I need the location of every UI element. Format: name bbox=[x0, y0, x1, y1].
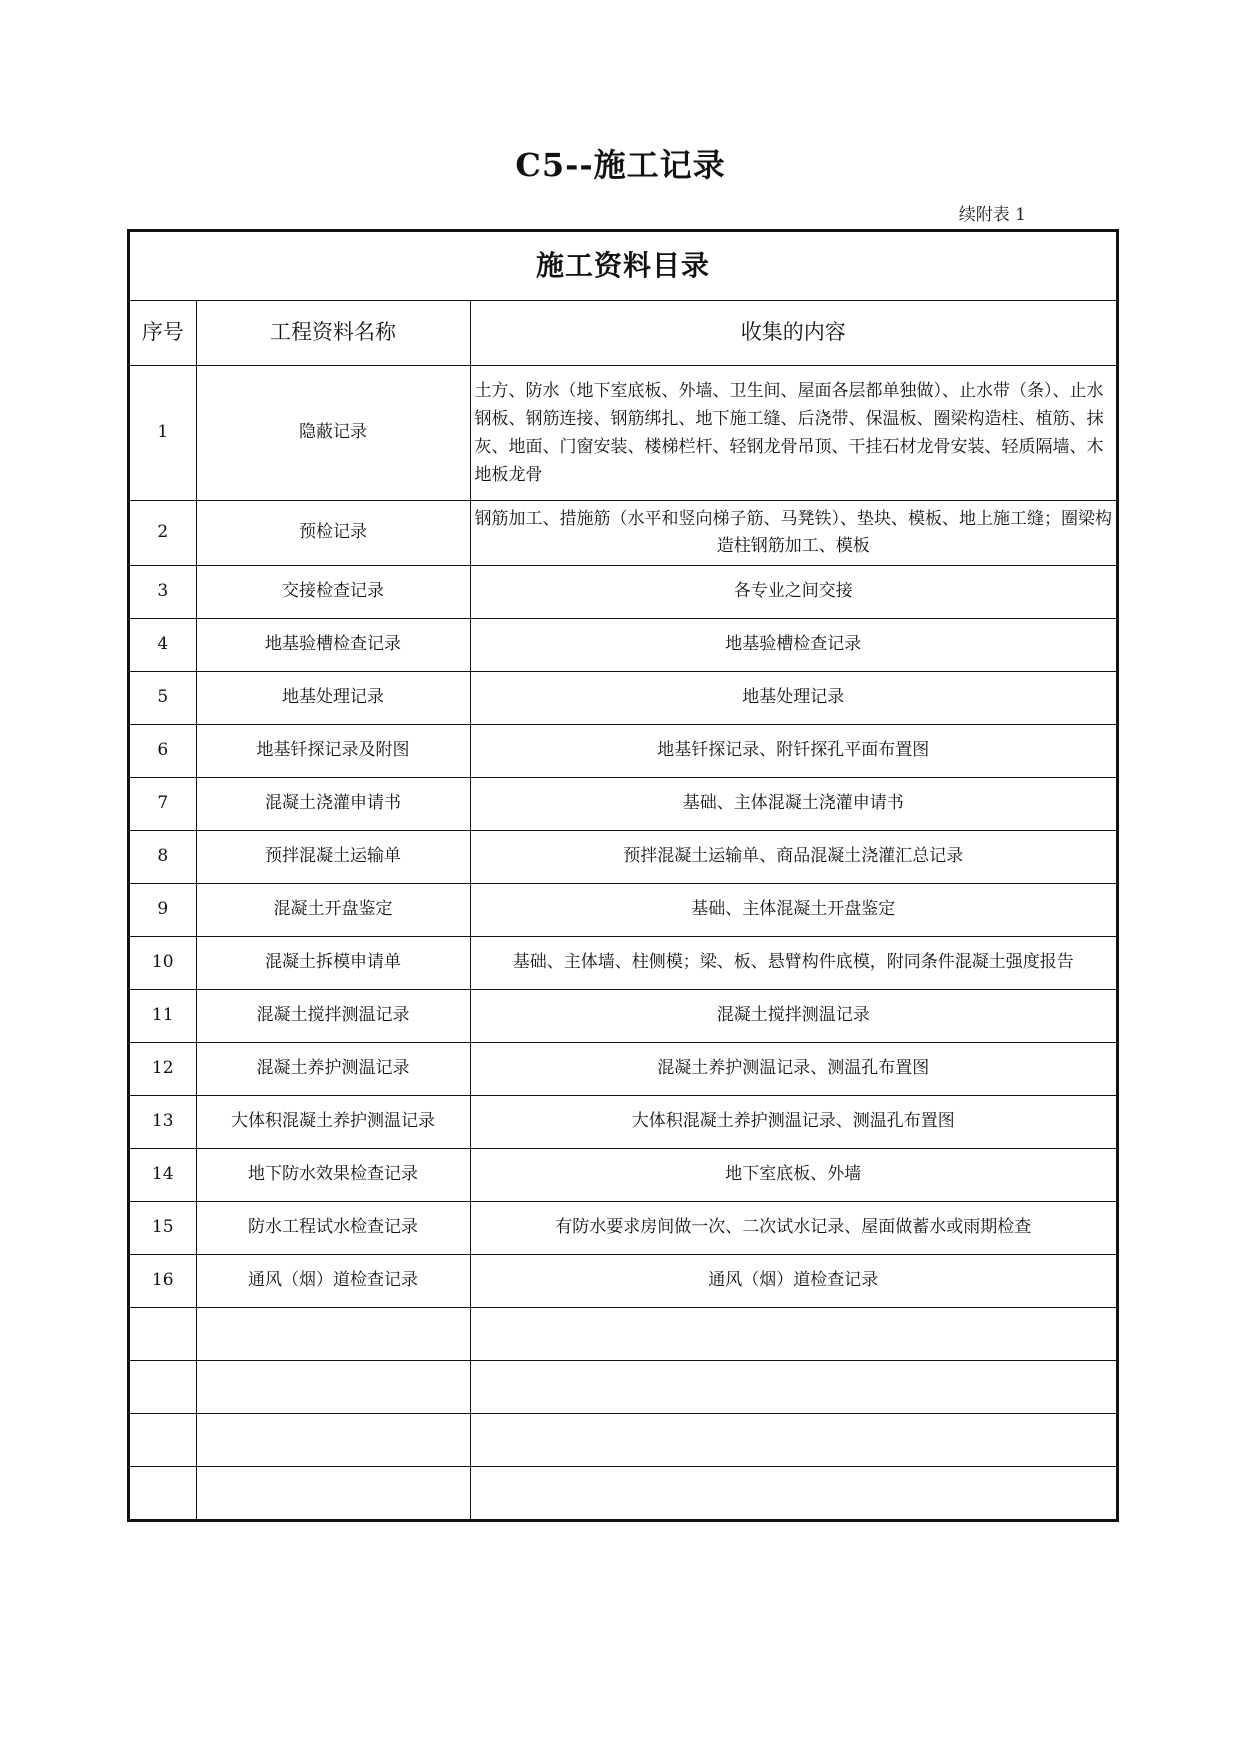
page-title: C5--施工记录 bbox=[515, 146, 726, 184]
row-index: 14 bbox=[130, 1149, 196, 1202]
row-index: 9 bbox=[130, 884, 196, 937]
row-name: 地基验槽检查记录 bbox=[196, 619, 470, 672]
table-row-empty bbox=[130, 1308, 1116, 1361]
row-name: 混凝土浇灌申请书 bbox=[196, 778, 470, 831]
row-content: 混凝土搅拌测温记录 bbox=[470, 990, 1116, 1043]
row-name: 预检记录 bbox=[196, 501, 470, 566]
row-content: 通风（烟）道检查记录 bbox=[470, 1255, 1116, 1308]
table-row bbox=[130, 1255, 1116, 1308]
row-index: 11 bbox=[130, 990, 196, 1043]
row-name: 地下防水效果检查记录 bbox=[196, 1149, 470, 1202]
appendix-label: 续附表 1 bbox=[958, 205, 1026, 225]
row-content: 地基处理记录 bbox=[470, 672, 1116, 725]
row-name: 交接检查记录 bbox=[196, 566, 470, 619]
row-index: 15 bbox=[130, 1202, 196, 1255]
table-row bbox=[130, 1043, 1116, 1096]
row-content bbox=[470, 1361, 1116, 1414]
row-content: 钢筋加工、措施筋（水平和竖向梯子筋、马凳铁）、垫块、模板、地上施工缝；圈梁构造柱钢筋加工、模板 bbox=[470, 501, 1116, 566]
row-index: 7 bbox=[130, 778, 196, 831]
row-index bbox=[130, 1414, 196, 1467]
row-content: 预拌混凝土运输单、商品混凝土浇灌汇总记录 bbox=[470, 831, 1116, 884]
row-index bbox=[130, 1467, 196, 1520]
header-index: 序号 bbox=[130, 301, 196, 366]
row-index: 13 bbox=[130, 1096, 196, 1149]
row-content: 大体积混凝土养护测温记录、测温孔布置图 bbox=[470, 1096, 1116, 1149]
row-content bbox=[470, 1467, 1116, 1520]
table-row-empty bbox=[130, 1361, 1116, 1414]
row-name: 混凝土养护测温记录 bbox=[196, 1043, 470, 1096]
row-index: 6 bbox=[130, 725, 196, 778]
row-index: 2 bbox=[130, 501, 196, 566]
row-index: 12 bbox=[130, 1043, 196, 1096]
row-content: 各专业之间交接 bbox=[470, 566, 1116, 619]
records-table-frame bbox=[127, 229, 1119, 1522]
table-caption-row bbox=[130, 232, 1116, 301]
table-row bbox=[130, 990, 1116, 1043]
row-index: 4 bbox=[130, 619, 196, 672]
row-name: 预拌混凝土运输单 bbox=[196, 831, 470, 884]
row-content: 混凝土养护测温记录、测温孔布置图 bbox=[470, 1043, 1116, 1096]
table-row bbox=[130, 566, 1116, 619]
row-content: 基础、主体混凝土浇灌申请书 bbox=[470, 778, 1116, 831]
row-name bbox=[196, 1308, 470, 1361]
row-content bbox=[470, 1414, 1116, 1467]
row-index: 1 bbox=[130, 366, 196, 501]
header-content: 收集的内容 bbox=[470, 301, 1116, 366]
row-name: 防水工程试水检查记录 bbox=[196, 1202, 470, 1255]
table-row-empty bbox=[130, 1467, 1116, 1520]
table-row bbox=[130, 937, 1116, 990]
table-row bbox=[130, 778, 1116, 831]
row-name: 地基钎探记录及附图 bbox=[196, 725, 470, 778]
table-row bbox=[130, 619, 1116, 672]
table-row bbox=[130, 831, 1116, 884]
table-row bbox=[130, 1202, 1116, 1255]
row-name: 通风（烟）道检查记录 bbox=[196, 1255, 470, 1308]
row-name: 隐蔽记录 bbox=[196, 366, 470, 501]
row-content bbox=[470, 1308, 1116, 1361]
row-name: 大体积混凝土养护测温记录 bbox=[196, 1096, 470, 1149]
table-row bbox=[130, 725, 1116, 778]
row-name: 混凝土拆模申请单 bbox=[196, 937, 470, 990]
row-name bbox=[196, 1414, 470, 1467]
row-index: 10 bbox=[130, 937, 196, 990]
row-index: 16 bbox=[130, 1255, 196, 1308]
row-name bbox=[196, 1361, 470, 1414]
row-content: 基础、主体混凝土开盘鉴定 bbox=[470, 884, 1116, 937]
row-content: 地基验槽检查记录 bbox=[470, 619, 1116, 672]
table-row bbox=[130, 366, 1116, 501]
table-header-row bbox=[130, 301, 1116, 366]
records-table bbox=[130, 232, 1116, 1519]
table-row bbox=[130, 884, 1116, 937]
row-index: 8 bbox=[130, 831, 196, 884]
table-row bbox=[130, 1149, 1116, 1202]
row-index: 5 bbox=[130, 672, 196, 725]
row-content: 基础、主体墙、柱侧模；梁、板、悬臂构件底模，附同条件混凝土强度报告 bbox=[470, 937, 1116, 990]
row-content: 有防水要求房间做一次、二次试水记录、屋面做蓄水或雨期检查 bbox=[470, 1202, 1116, 1255]
row-content: 土方、防水（地下室底板、外墙、卫生间、屋面各层都单独做）、止水带（条）、止水钢板、钢筋连接、钢筋绑扎、地下施工缝、后浇带、保温板、圈梁构造柱、植筋、抹灰、地面、门窗安装、楼梯栏杆、轻钢龙骨吊顶、干挂石材龙骨安装、轻质隔墙、木地板龙骨 bbox=[470, 366, 1116, 501]
row-name: 混凝土开盘鉴定 bbox=[196, 884, 470, 937]
table-row bbox=[130, 501, 1116, 566]
row-name bbox=[196, 1467, 470, 1520]
table-caption: 施工资料目录 bbox=[130, 232, 1116, 301]
row-content: 地基钎探记录、附钎探孔平面布置图 bbox=[470, 725, 1116, 778]
table-row-empty bbox=[130, 1414, 1116, 1467]
row-index bbox=[130, 1361, 196, 1414]
header-name: 工程资料名称 bbox=[196, 301, 470, 366]
row-index: 3 bbox=[130, 566, 196, 619]
table-row bbox=[130, 1096, 1116, 1149]
row-content: 地下室底板、外墙 bbox=[470, 1149, 1116, 1202]
table-row bbox=[130, 672, 1116, 725]
row-index bbox=[130, 1308, 196, 1361]
row-name: 混凝土搅拌测温记录 bbox=[196, 990, 470, 1043]
row-name: 地基处理记录 bbox=[196, 672, 470, 725]
